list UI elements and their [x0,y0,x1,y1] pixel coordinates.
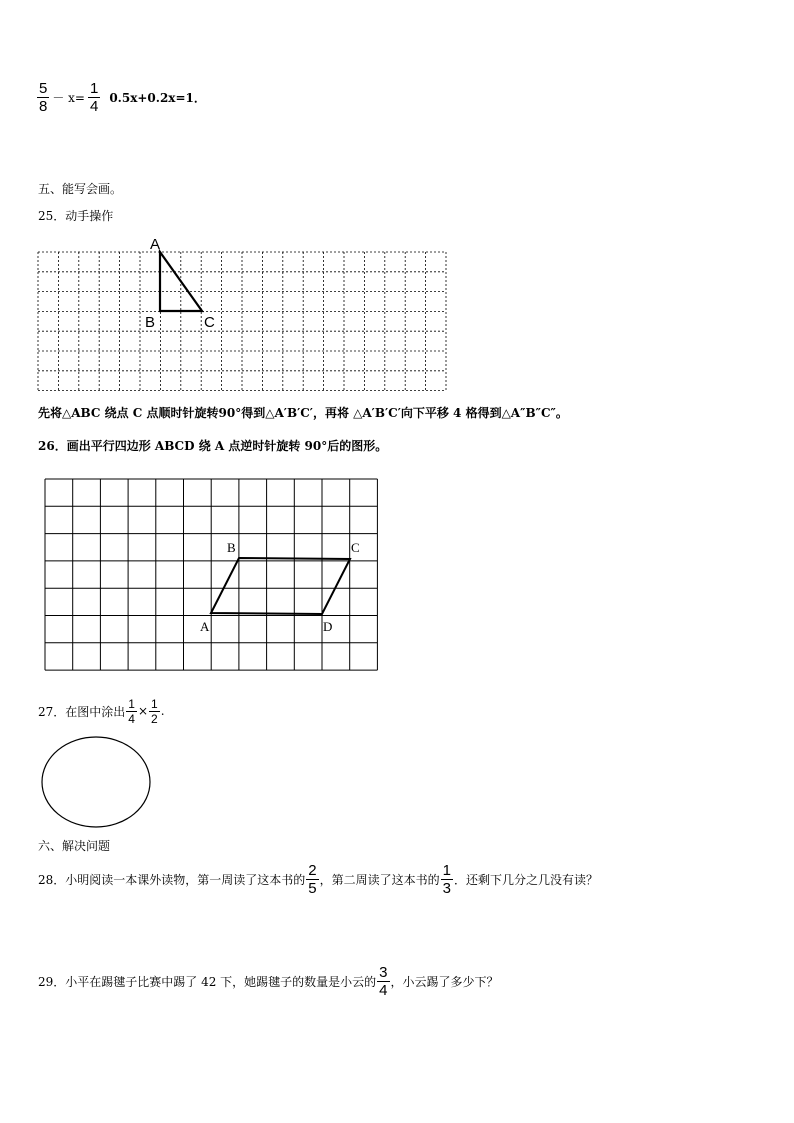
q25-title: 25．动手操作 [38,209,114,223]
label-b: B [145,314,156,331]
q27-suffix: . [160,704,165,718]
fraction-1-3: $\frac{1}{3}$ [442,861,451,897]
q29-part1: 29．小平在踢毽子比赛中踢了 42 下，她踢毽子的数量是小云的 [38,974,377,989]
label-d: D [323,619,333,634]
q28-part2: ，第二周读了这本书的 [319,872,440,887]
q25-dashed-grid [38,252,446,391]
q27-circle [38,734,154,830]
q25-instruction: 先将△ABC 绕点 C 点顺时针旋转90°得到△A′B′C′，再将 △A′B′C′向下平移 4 格得到△A″B″C″。 [38,406,568,420]
q25-grid-figure [30,234,455,396]
label-a: A [150,236,161,253]
equation-2: 0.5x+0.2x=1． [109,90,206,105]
section-6-heading: 六、解决问题 [38,839,111,853]
label-c: C [351,540,360,555]
fraction-2-5: $\frac{2}{5}$ [308,861,317,897]
equation-line [36,80,206,114]
fraction-3-4: $\frac{3}{4}$ [379,963,388,999]
equation-minus-x: － x= [52,90,85,105]
q29-line [38,962,499,1000]
q27-prefix: 27．在图中涂出 [38,704,126,719]
times-sign: × [137,704,149,718]
fraction-5-8: $\frac{5}{8}$ [39,79,48,115]
label-b: B [227,540,236,555]
q29-part2: ，小云踢了多少下？ [390,974,499,989]
fraction-1-4: $\frac{1}{4}$ [128,696,135,726]
q28-part1: 28．小明阅读一本课外读物，第一周读了这本书的 [38,872,306,887]
label-c: C [204,314,215,331]
section-5-heading: 五、能写会画。 [38,182,123,196]
q28-line [38,860,598,898]
q28-part3: ．还剩下几分之几没有读？ [453,872,598,887]
fraction-1-4: $\frac{1}{4}$ [89,79,99,115]
q26-grid-figure [40,476,385,676]
fraction-1-2: $\frac{1}{2}$ [151,696,158,726]
q26-solid-grid [45,479,377,670]
label-a: A [200,619,210,634]
parallelogram-abcd [211,558,350,614]
q26-title: 26．画出平行四边形 ABCD 绕 A 点逆时针旋转 90°后的图形。 [38,439,388,453]
q27-line [38,694,165,728]
